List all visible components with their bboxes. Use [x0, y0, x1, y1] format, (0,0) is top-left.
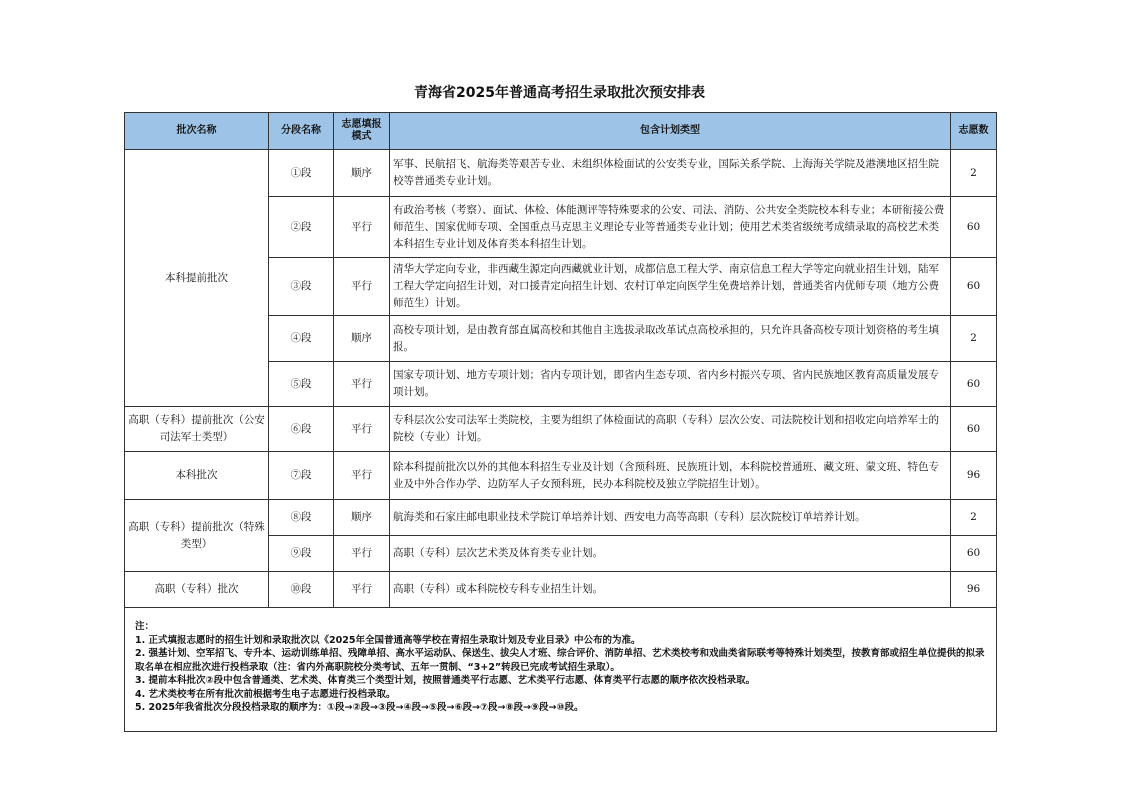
notes-row: [125, 608, 997, 732]
note-item: 5. 2025年我省批次分段投档录取的顺序为：①段→②段→③段→④段→⑤段→⑥段→⑦段→⑧段→⑨段→⑩段。: [135, 702, 584, 713]
mode-cell: 平行: [334, 197, 390, 258]
notes-cell: [125, 608, 997, 732]
count-cell: 60: [951, 362, 997, 407]
count-cell: 60: [951, 197, 997, 258]
count-cell: 60: [951, 536, 997, 572]
mode-cell: 顺序: [334, 150, 390, 197]
count-cell: 2: [951, 316, 997, 362]
batch-name-cell: 本科批次: [125, 452, 269, 500]
batch-name-cell: 高职（专科）提前批次（特殊类型）: [125, 500, 269, 572]
table-header-row: [125, 113, 997, 150]
count-cell: 2: [951, 150, 997, 197]
count-cell: 96: [951, 452, 997, 500]
segment-cell: ⑤段: [269, 362, 334, 407]
mode-cell: 顺序: [334, 316, 390, 362]
header-batch-name: 批次名称: [125, 113, 269, 150]
notes-heading: 注：: [135, 621, 155, 632]
mode-cell: 平行: [334, 572, 390, 608]
mode-cell: 平行: [334, 258, 390, 316]
count-cell: 96: [951, 572, 997, 608]
mode-cell: 平行: [334, 362, 390, 407]
count-cell: 2: [951, 500, 997, 536]
note-item: 1. 正式填报志愿时的招生计划和录取批次以《2025年全国普通高等学校在青招生录取计划及专业目录》中公布的为准。: [135, 634, 641, 646]
plan-desc-cell: 高校专项计划，是由教育部直属高校和其他自主选拔录取改革试点高校承担的，只允许具备高校专项计划资格的考生填报。: [390, 316, 951, 362]
table-row: [125, 500, 997, 536]
plan-desc-cell: 除本科提前批次以外的其他本科招生专业及计划（含预科班、民族班计划，本科院校普通班、藏文班、蒙文班、特色专业及中外合作办学、边防军人子女预科班，民办本科院校及独立学院招生计划）。: [390, 452, 951, 500]
note-item: 4. 艺术类校考在所有批次前根据考生电子志愿进行投档录取。: [135, 688, 396, 700]
header-volunteer-count: 志愿数: [951, 113, 997, 150]
plan-desc-cell: 有政治考核（考察）、面试、体检、体能测评等特殊要求的公安、司法、消防、公共安全类院校本科专业；本研衔接公费师范生、国家优师专项、全国重点马克思主义理论专业等普通类专业计划；使用艺术类省级统考成绩录取的高校艺术类本科招生专业计划及体育类本科招生计划。: [390, 197, 951, 258]
admission-batch-table: [124, 112, 997, 732]
table-row: [125, 407, 997, 452]
segment-cell: ⑥段: [269, 407, 334, 452]
segment-cell: ④段: [269, 316, 334, 362]
note-item: 2. 强基计划、空军招飞、专升本、运动训练单招、残障单招、高水平运动队、保送生、拔尖人才班、综合评价、消防单招、艺术类校考和戏曲类省际联考等特殊计划类型，按教育部或招生单位提供的拟录取名单在相应批次进行投档录取（注：省内外高职院校分类考试、五年一贯制、“3+2”转段已完成考试招生录取）。: [135, 648, 985, 673]
segment-cell: ②段: [269, 197, 334, 258]
plan-desc-cell: 清华大学定向专业，非西藏生源定向西藏就业计划，成都信息工程大学、南京信息工程大学等定向就业招生计划，陆军工程大学定向招生计划，对口援青定向招生计划、农村订单定向医学生免费培养计划，普通类省内优师专项（地方公费师范生）计划。: [390, 258, 951, 316]
plan-desc-cell: 航海类和石家庄邮电职业技术学院订单培养计划、西安电力高等高职（专科）层次院校订单培养计划。: [390, 500, 951, 536]
plan-desc-cell: 专科层次公安司法军士类院校，主要为组织了体检面试的高职（专科）层次公安、司法院校计划和招收定向培养军士的院校（专业）计划。: [390, 407, 951, 452]
batch-name-cell: 高职（专科）提前批次（公安司法军士类型）: [125, 407, 269, 452]
count-cell: 60: [951, 407, 997, 452]
table-row: [125, 572, 997, 608]
segment-cell: ⑩段: [269, 572, 334, 608]
segment-cell: ③段: [269, 258, 334, 316]
plan-desc-cell: 高职（专科）或本科院校专科专业招生计划。: [390, 572, 951, 608]
plan-desc-cell: 高职（专科）层次艺术类及体育类专业计划。: [390, 536, 951, 572]
header-plan-types: 包含计划类型: [390, 113, 951, 150]
table-row: [125, 150, 997, 197]
mode-cell: 顺序: [334, 500, 390, 536]
count-cell: 60: [951, 258, 997, 316]
note-item: 3. 提前本科批次②段中包含普通类、艺术类、体育类三个类型计划，按照普通类平行志愿、艺术类平行志愿、体育类平行志愿的顺序依次投档录取。: [135, 675, 756, 686]
batch-name-cell: 高职（专科）批次: [125, 572, 269, 608]
batch-name-cell: 本科提前批次: [125, 150, 269, 407]
header-fill-mode: 志愿填报模式: [334, 113, 390, 150]
segment-cell: ①段: [269, 150, 334, 197]
plan-desc-cell: 军事、民航招飞、航海类等艰苦专业、未组织体检面试的公安类专业，国际关系学院、上海海关学院及港澳地区招生院校等普通类专业计划。: [390, 150, 951, 197]
segment-cell: ⑨段: [269, 536, 334, 572]
plan-desc-cell: 国家专项计划、地方专项计划；省内专项计划，即省内生态专项、省内乡村振兴专项、省内民族地区教育高质量发展专项计划。: [390, 362, 951, 407]
mode-cell: 平行: [334, 407, 390, 452]
mode-cell: 平行: [334, 452, 390, 500]
mode-cell: 平行: [334, 536, 390, 572]
page-title: 青海省2025年普通高考招生录取批次预安排表: [414, 85, 705, 101]
segment-cell: ⑦段: [269, 452, 334, 500]
table-row: [125, 452, 997, 500]
header-segment-name: 分段名称: [269, 113, 334, 150]
segment-cell: ⑧段: [269, 500, 334, 536]
